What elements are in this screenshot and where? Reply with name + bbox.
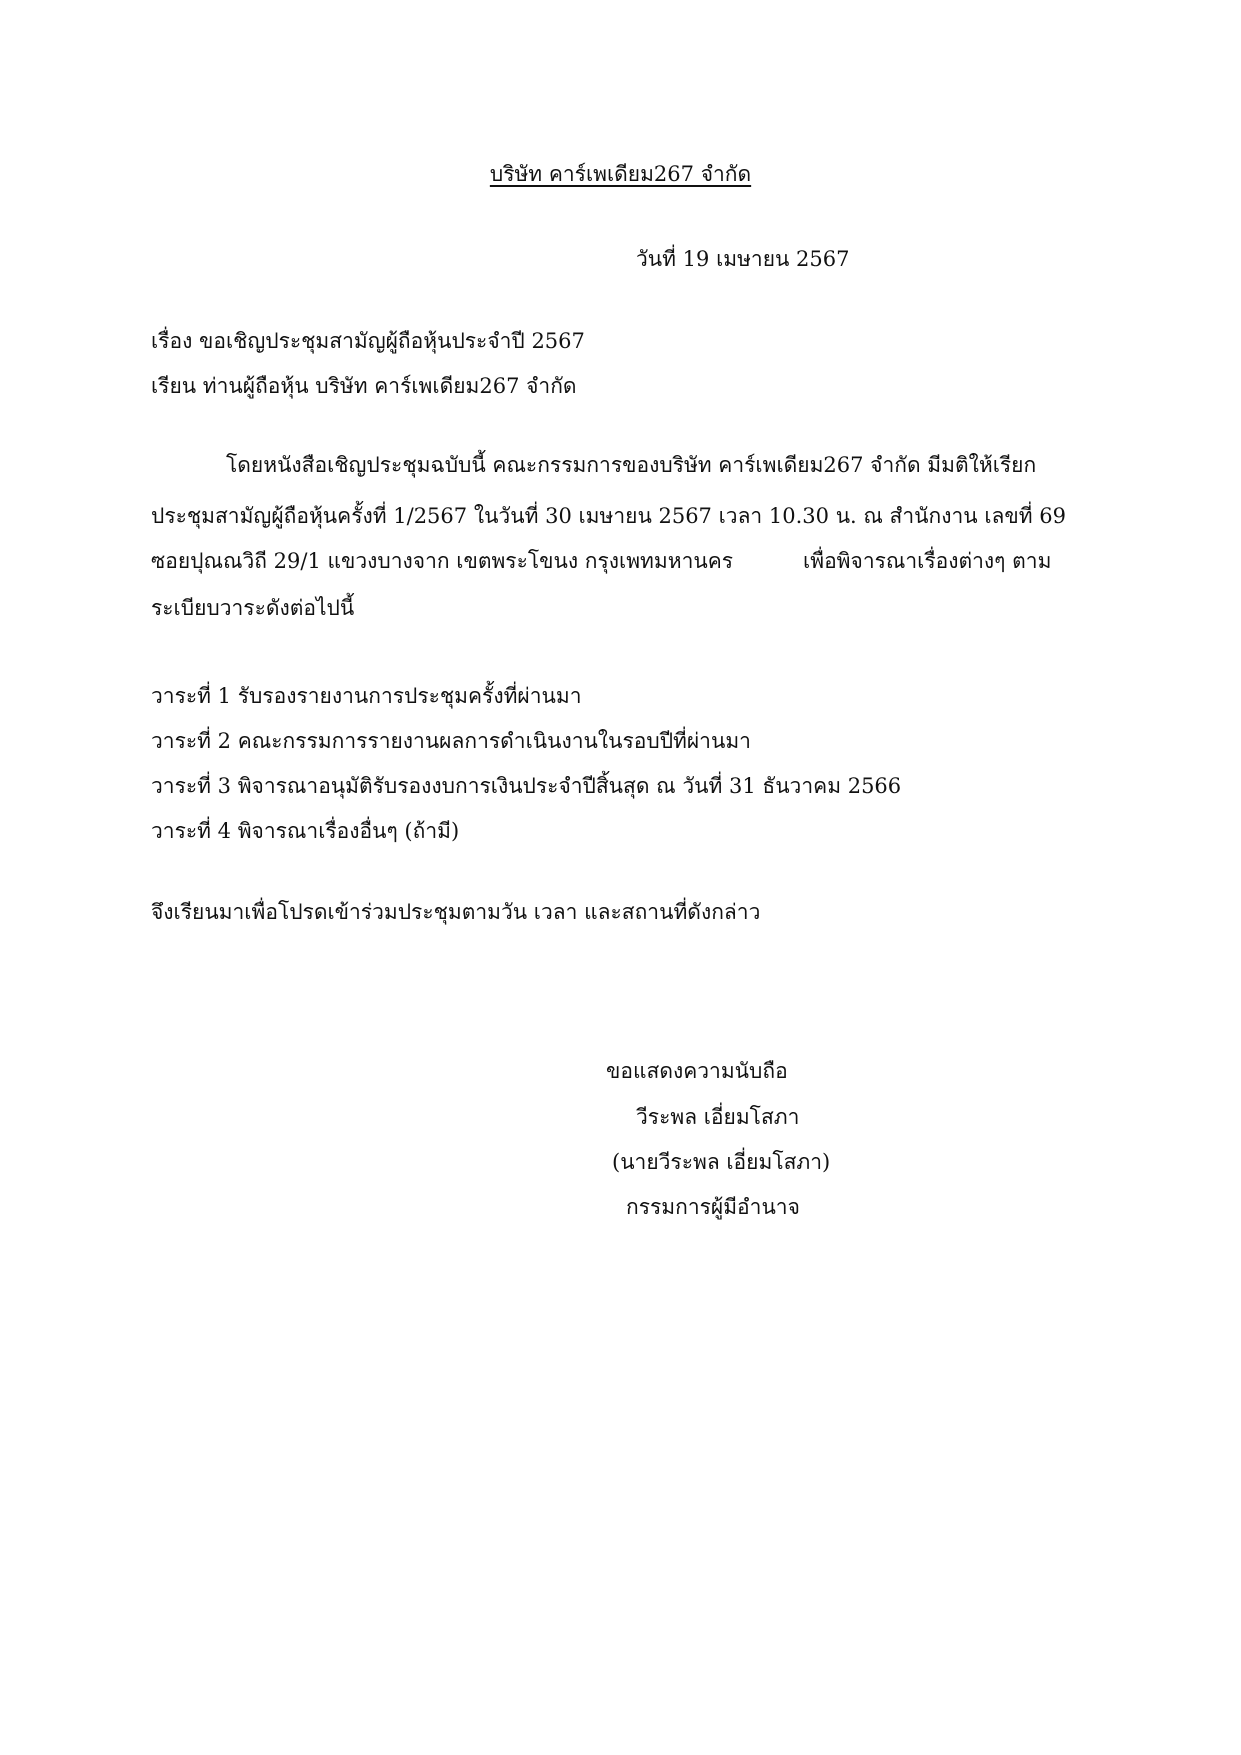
agenda-item: วาระที่ 3 พิจารณาอนุมัติรับรองงบการเงินประจำปีสิ้นสุด ณ วันที่ 31 ธันวาคม 2566 xyxy=(151,774,902,798)
body-line-3-location: ซอยปุณณวิถี 29/1 แขวงบางจาก เขตพระโขนง กรุงเพทมหานคร xyxy=(151,549,734,573)
signature-position: กรรมการผู้มีอำนาจ xyxy=(626,1195,800,1219)
closing-sentence: จึงเรียนมาเพื่อโปรดเข้าร่วมประชุมตามวัน เวลา และสถานที่ดังกล่าว xyxy=(151,900,761,924)
signature-name: วีระพล เอี่ยมโสภา xyxy=(636,1105,800,1129)
body-line-4: ระเบียบวาระดังต่อไปนี้ xyxy=(151,596,355,620)
letter-recipient: เรียน ท่านผู้ถือหุ้น บริษัท คาร์เพเดียม267 จำกัด xyxy=(151,374,577,398)
agenda-item: วาระที่ 1 รับรองรายงานการประชุมครั้งที่ผ่านมา xyxy=(151,684,582,708)
letter-subject: เรื่อง ขอเชิญประชุมสามัญผู้ถือหุ้นประจำปี 2567 xyxy=(151,329,585,353)
company-title: บริษัท คาร์เพเดียม267 จำกัด xyxy=(489,162,752,186)
body-line-2: ประชุมสามัญผู้ถือหุ้นครั้งที่ 1/2567 ในวันที่ 30 เมษายน 2567 เวลา 10.30 น. ณ สำนักงาน เลขที่ 69 xyxy=(151,504,1066,528)
letter-date: วันที่ 19 เมษายน 2567 xyxy=(636,247,850,271)
agenda-item: วาระที่ 2 คณะกรรมการรายงานผลการดำเนินงานในรอบปีที่ผ่านมา xyxy=(151,729,751,753)
body-line-3 xyxy=(151,547,1051,575)
agenda-item: วาระที่ 4 พิจารณาเรื่องอื่นๆ (ถ้ามี) xyxy=(151,819,460,843)
signature-regards: ขอแสดงความนับถือ xyxy=(606,1059,788,1083)
body-line-3-purpose: เพื่อพิจารณาเรื่องต่างๆ ตาม xyxy=(803,549,1052,573)
body-line-1: โดยหนังสือเชิญประชุมฉบับนี้ คณะกรรมการของบริษัท คาร์เพเดียม267 จำกัด มีมติให้เรียก xyxy=(226,453,1037,477)
signature-full-name: (นายวีระพล เอี่ยมโสภา) xyxy=(612,1150,831,1174)
